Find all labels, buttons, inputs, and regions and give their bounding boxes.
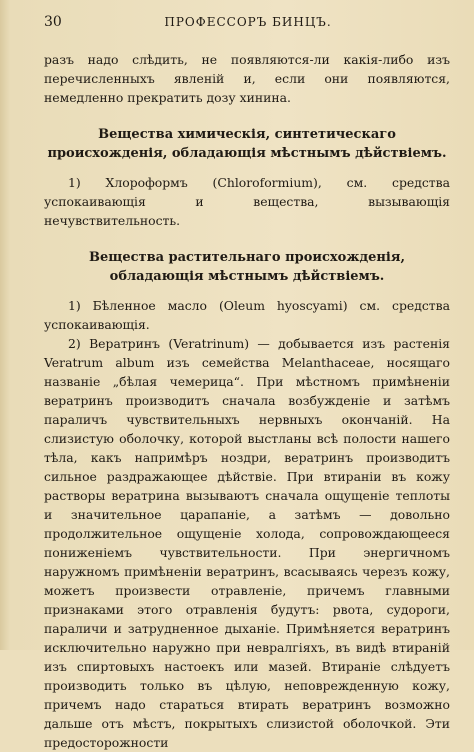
section-heading-chemical: Вещества химическія, синтетическаго происхожденія, обладающія мѣстнымъ дѣйствіемъ. [47, 127, 447, 161]
chloroform-paragraph: 1) Хлороформъ (Chloroformium), см. средства успокаивающія и вещества, вызывающія нечувствительность. [44, 175, 450, 228]
running-title: ПРОФЕССОРЪ БИНЦЪ. [164, 15, 332, 29]
intro-paragraph: разъ надо слѣдить, не появляются-ли какія-либо изъ перечисленныхъ явленій и, если они появляются, немедленно прекратить дозу хинина. [44, 52, 450, 105]
section-heading-plant: Вещества растительнаго происхожденія, обладающія мѣстнымъ дѣйствіемъ. [89, 250, 405, 284]
oleum-paragraph: 1) Бѣленное масло (Oleum hyoscyami) см. средства успокаивающія. [44, 298, 450, 332]
page-number: 30 [44, 14, 62, 30]
veratrin-paragraph: 2) Вератринъ (Veratrinum) — добывается изъ растенія Veratrum album изъ семейства Melanthaceae, носящаго названіе „бѣлая чемерица“. При мѣстномъ примѣненіи вератринъ производитъ сначала возбужденіе и затѣмъ параличъ чувствительныхъ нервныхъ окончаній. На слизистую оболочку, которой выстланы всѣ полости нашего тѣла, какъ напримѣръ ноздри, вератринъ производитъ сильное раздражающее дѣйствіе. При втираніи въ кожу растворы вератрина вызываютъ сначала ощущеніе теплоты и значительное царапаніе, а затѣмъ — довольно продолжительное ощущеніе холода, сопровождающееся пониженіемъ чувствительности. При энергичномъ наружномъ примѣненіи вератринъ, всасываясь черезъ кожу, можетъ произвести отравленіе, причемъ главными признаками этого отравленія будутъ: рвота, судороги, параличи и затрудненное дыханіе. Примѣняется вератринъ исключительно наружно при невралгіяхъ, въ видѣ втираній изъ спиртовыхъ настоекъ или мазей. Втираніе слѣдуетъ производить только въ цѣлую, неповрежденную кожу, причемъ надо стараться втирать вератринъ возможно дальше отъ мѣстъ, покрытыхъ слизистой оболочкой. Эти предосторожности [44, 336, 450, 750]
page-header [44, 14, 450, 30]
